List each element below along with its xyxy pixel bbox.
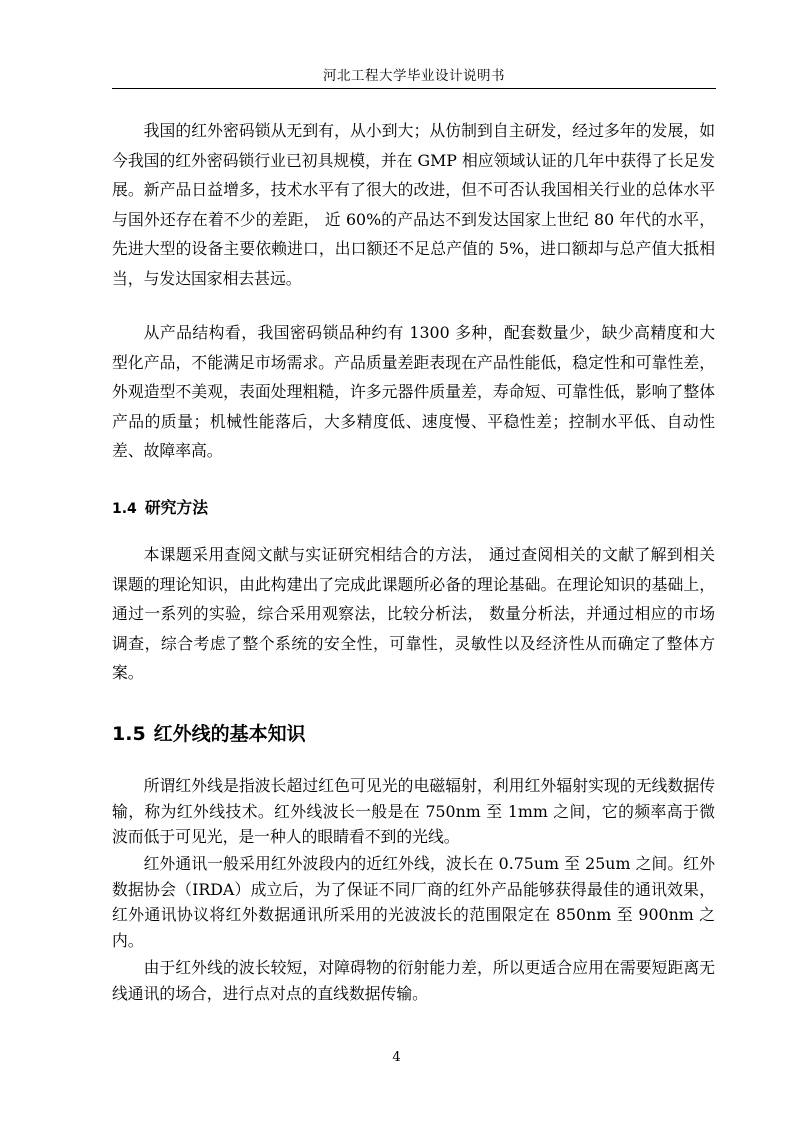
section-heading-1-5 xyxy=(112,720,306,748)
running-header: 河北工程大学毕业设计说明书 xyxy=(323,68,505,84)
paragraph-research-method: 本课题采用查阅文献与实证研究相结合的方法， 通过查阅相关的文献了解到相关课题的理论知识，由此构建出了完成此课题所必备的理论基础。在理论知识的基础上，通过一系列的实验，综合采用观察法，比较分析法， 数量分析法，并通过相应的市场调查，综合考虑了整个系统的安全性，可靠性，灵敏性以及经济性从而确定了整体方案。 xyxy=(112,545,715,682)
section-number: 1.4 xyxy=(112,501,137,517)
paragraph-infrared-definition: 所谓红外线是指波长超过红色可见光的电磁辐射，利用红外辐射实现的无线数据传输，称为红外线技术。红外线波长一般是在 750nm 至 1mm 之间，它的频率高于微波而低于可见光，是一种人的眼睛看不到的光线。 xyxy=(112,776,715,846)
paragraph-product-structure: 从产品结构看，我国密码锁品种约有 1300 多种，配套数量少，缺少高精度和大型化产品，不能满足市场需求。产品质量差距表现在产品性能低，稳定性和可靠性差，外观造型不美观，表面处理粗糙，许多元器件质量差，寿命短、可靠性低，影响了整体产品的质量；机械性能落后，大多精度低、速度慢、平稳性差；控制水平低、自动性差、故障率高。 xyxy=(112,323,715,460)
paragraph-short-range: 由于红外线的波长较短，对障碍物的衍射能力差，所以更适合应用在需要短距离无线通讯的场合，进行点对点的直线数据传输。 xyxy=(112,958,715,1003)
section-title: 红外线的基本知识 xyxy=(153,723,306,745)
section-heading-1-4 xyxy=(112,496,208,521)
section-number: 1.5 xyxy=(112,723,146,745)
paragraph-infrared-communication: 红外通讯一般采用红外波段内的近红外线，波长在 0.75um 至 25um 之间。红外数据协会（IRDA）成立后，为了保证不同厂商的红外产品能够获得最佳的通讯效果，红外通讯协议将红外数据通讯所采用的光波波长的范围限定在 850nm 至 900nm 之内。 xyxy=(112,854,715,950)
paragraph-development-history: 我国的红外密码锁从无到有，从小到大；从仿制到自主研发，经过多年的发展，如今我国的红外密码锁行业已初具规模，并在 GMP 相应领域认证的几年中获得了长足发展。新产品日益增多，技术水平有了很大的改进，但不可否认我国相关行业的总体水平与国外还存在着不少的差距， 近 60%的产品达不到发达国家上世纪 80 年代的水平，先进大型的设备主要依赖进口，出口额还不足总产值的 5%，进口额却与总产值大抵相当，与发达国家相去甚远。 xyxy=(112,121,715,288)
section-title: 研究方法 xyxy=(144,498,209,517)
header-rule xyxy=(112,88,716,89)
page-number: 4 xyxy=(392,1050,401,1065)
